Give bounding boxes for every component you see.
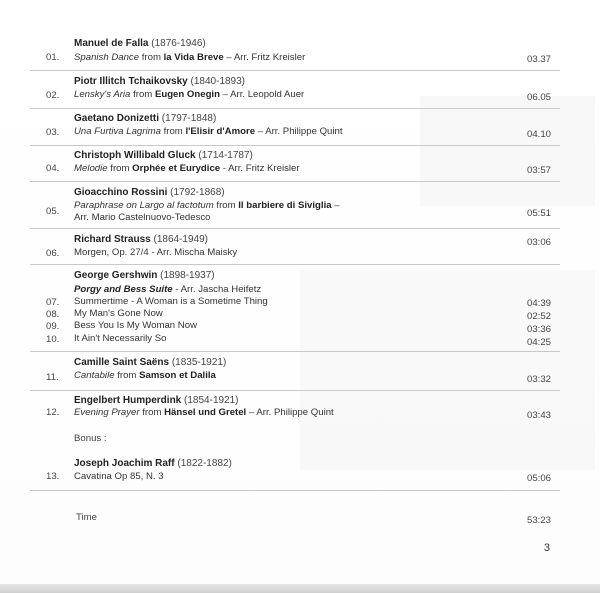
track-duration: 03:36 (526, 324, 551, 335)
work-title: Cavatina Op 85, N. 3 (74, 471, 164, 482)
track-number: 13. (46, 471, 60, 482)
work-title: Summertime - A Woman is a Sometime Thing (74, 296, 268, 307)
track-duration: 03:57 (526, 165, 551, 176)
composer-name: Camille Saint Saëns (1835-1921) (74, 357, 227, 368)
track-number: 02. (46, 90, 60, 101)
composer-name: George Gershwin (1898-1937) (74, 270, 215, 281)
track-duration: 06.05 (526, 92, 551, 103)
work-title: Bess You Is My Woman Now (74, 320, 197, 331)
arranger-line: Arr. Mario Castelnuovo-Tedesco (74, 212, 211, 223)
work-title: Cantabile from Samson et Dalila (74, 370, 216, 381)
track-number: 09. (46, 321, 60, 332)
divider (30, 228, 560, 229)
divider (30, 490, 560, 491)
work-title: Paraphrase on Largo al factotum from Il barbiere di Siviglia – (74, 200, 340, 211)
bonus-label: Bonus : (74, 433, 107, 444)
track-number: 03. (46, 127, 60, 138)
work-title: It Ain't Necessarily So (74, 333, 167, 344)
composer-name: Joseph Joachim Raff (1822-1882) (74, 458, 232, 469)
track-duration: 05:06 (526, 473, 551, 484)
work-title: Una Furtiva Lagrima from l'Elisir d'Amore – Arr. Philippe Quint (74, 126, 343, 137)
work-title: Morgen, Op. 27/4 - Arr. Mischa Maisky (74, 247, 238, 258)
page-number: 3 (543, 542, 550, 554)
composer-name: Engelbert Humperdink (1854-1921) (74, 395, 239, 406)
divider (30, 181, 560, 182)
track-duration: 03.37 (526, 54, 551, 65)
track-duration: 03:43 (526, 410, 551, 421)
track-duration: 04.10 (526, 129, 551, 140)
track-number: 10. (46, 334, 60, 345)
composer-name: Manuel de Falla (1876-1946) (74, 38, 206, 49)
page-edge (0, 584, 600, 593)
divider (30, 70, 560, 71)
divider (30, 145, 560, 146)
track-number: 08. (46, 309, 60, 320)
work-title: Lensky's Aria from Eugen Onegin – Arr. Leopold Auer (74, 89, 305, 100)
track-number: 12. (46, 407, 60, 418)
divider (30, 108, 560, 109)
work-title: My Man's Gone Now (74, 308, 163, 319)
track-duration: 02:52 (526, 311, 551, 322)
work-title: Spanish Dance from la Vida Breve – Arr. Fritz Kreisler (74, 52, 306, 63)
background-shade (420, 96, 595, 206)
track-number: 06. (46, 248, 60, 259)
track-number: 01. (46, 52, 60, 63)
work-title: Melodie from Orphée et Eurydice - Arr. Fritz Kreisler (74, 163, 300, 174)
track-duration: 04:25 (526, 337, 551, 348)
track-number: 05. (46, 206, 60, 217)
composer-name: Richard Strauss (1864-1949) (74, 234, 208, 245)
composer-name: Gaetano Donizetti (1797-1848) (74, 113, 217, 124)
work-title: Evening Prayer from Hänsel und Gretel – Arr. Philippe Quint (74, 407, 334, 418)
track-duration: 04:39 (526, 298, 551, 309)
divider (30, 351, 560, 352)
track-number: 07. (46, 297, 60, 308)
total-time-value: 53:23 (526, 515, 551, 526)
composer-name: Gioacchino Rossini (1792-1868) (74, 187, 225, 198)
track-duration: 03:06 (526, 237, 551, 248)
track-duration: 05:51 (526, 208, 551, 219)
divider (30, 264, 560, 265)
suite-title: Porgy and Bess Suite - Arr. Jascha Heifetz (74, 284, 262, 295)
divider (30, 390, 560, 391)
composer-name: Christoph Willibald Gluck (1714-1787) (74, 150, 253, 161)
track-duration: 03:32 (526, 374, 551, 385)
composer-name: Piotr Illitch Tchaikovsky (1840-1893) (74, 76, 246, 87)
total-time-label: Time (76, 512, 97, 523)
track-number: 04. (46, 163, 60, 174)
track-number: 11. (46, 372, 59, 383)
